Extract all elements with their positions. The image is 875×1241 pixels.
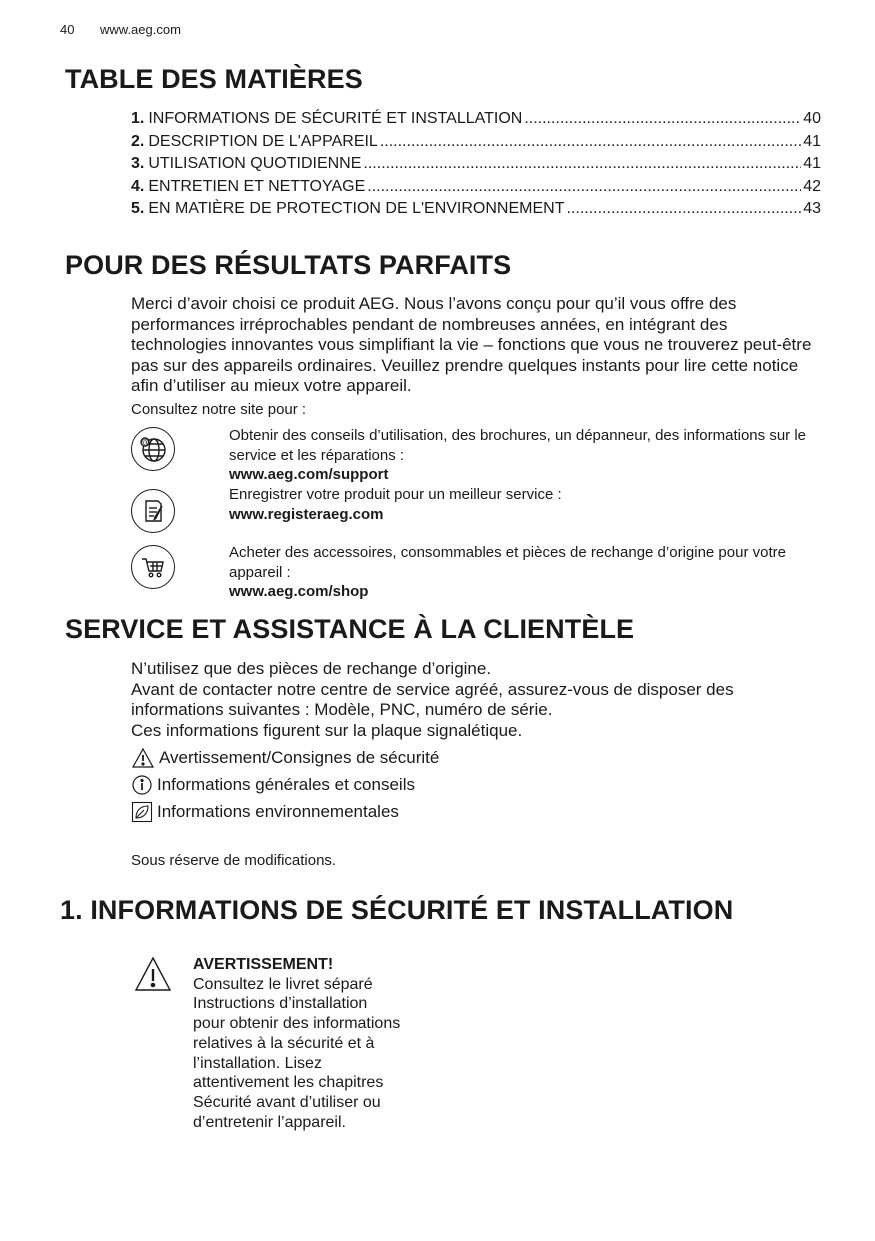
service-item-shop xyxy=(229,543,819,602)
globe-icon xyxy=(131,427,175,471)
service-item-register xyxy=(229,485,819,524)
shop-link[interactable]: www.aeg.com/shop xyxy=(229,583,369,600)
toc-item[interactable] xyxy=(131,200,821,223)
page-number: 40 xyxy=(60,22,75,37)
support-link[interactable]: www.aeg.com/support xyxy=(229,466,389,483)
service-item-support xyxy=(229,426,819,485)
toc-item-title: UTILISATION QUOTIDIENNE xyxy=(148,155,362,172)
legend-item-environment xyxy=(131,798,439,825)
legend-label: Informations générales et conseils xyxy=(157,774,415,794)
service-title: SERVICE ET ASSISTANCE À LA CLIENTÈLE xyxy=(65,614,635,644)
toc-item-number: 2. xyxy=(131,132,145,150)
consult-label: Consultez notre site pour : xyxy=(131,401,307,418)
toc-leader xyxy=(367,178,801,196)
service-line-1: N’utilisez que des pièces de rechange d’origine. xyxy=(131,659,492,678)
toc-item-page: 43 xyxy=(803,200,821,217)
warning-block xyxy=(193,955,403,1132)
service-text: Acheter des accessoires, consommables et pièces de rechange d’origine pour votre appareil : xyxy=(229,544,786,581)
results-title: POUR DES RÉSULTATS PARFAITS xyxy=(65,250,512,280)
warning-icon xyxy=(133,955,173,998)
toc-item[interactable] xyxy=(131,155,821,178)
table-of-contents xyxy=(131,110,821,223)
toc-item-title: INFORMATIONS DE SÉCURITÉ ET INSTALLATION xyxy=(148,110,523,127)
toc-item[interactable] xyxy=(131,133,821,156)
leaf-icon xyxy=(131,801,153,823)
toc-item-number: 4. xyxy=(131,177,145,195)
toc-leader xyxy=(524,110,801,128)
symbol-legend xyxy=(131,744,439,825)
toc-item-page: 41 xyxy=(803,132,821,150)
service-line-2: Avant de contacter notre centre de service agréé, assurez-vous de disposer des informations suivantes : Modèle, PNC, numéro de série. xyxy=(131,679,734,719)
toc-leader xyxy=(566,200,801,218)
toc-item-title: ENTRETIEN ET NETTOYAGE xyxy=(148,177,366,195)
warning-title: AVERTISSEMENT! xyxy=(193,956,334,973)
legend-item-warning xyxy=(131,744,439,771)
service-text: Enregistrer votre produit pour un meilleur service : xyxy=(229,486,562,503)
warning-text: Consultez le livret séparé Instructions d’installation pour obtenir des informations relatives à la sécurité et à l’installation. Lisez attentivement les chapitres Sécurité avant d’utiliser ou d’entretenir l’appareil. xyxy=(193,975,401,1131)
warning-icon xyxy=(131,747,155,769)
site-url[interactable]: www.aeg.com xyxy=(100,22,181,37)
toc-item-number: 5. xyxy=(131,200,145,217)
legend-item-info xyxy=(131,771,439,798)
toc-item[interactable] xyxy=(131,178,821,201)
service-line-3: Ces informations figurent sur la plaque signalétique. xyxy=(131,720,523,740)
toc-item-page: 42 xyxy=(803,177,821,195)
modifications-note: Sous réserve de modifications. xyxy=(131,852,337,869)
toc-title: TABLE DES MATIÈRES xyxy=(65,64,363,94)
toc-leader xyxy=(380,133,801,151)
toc-leader xyxy=(363,155,801,173)
legend-label: Avertissement/Consignes de sécurité xyxy=(159,747,440,767)
cart-icon xyxy=(131,545,175,589)
legend-label: Informations environnementales xyxy=(157,801,399,821)
register-link[interactable]: www.registeraeg.com xyxy=(229,505,384,523)
toc-item-page: 40 xyxy=(803,110,821,127)
section-1-title: 1. INFORMATIONS DE SÉCURITÉ ET INSTALLATION xyxy=(60,895,734,925)
toc-item-number: 1. xyxy=(131,110,145,127)
svg-text:@: @ xyxy=(140,438,150,447)
service-body xyxy=(131,659,821,741)
toc-item-title: DESCRIPTION DE L'APPAREIL xyxy=(148,132,378,150)
service-text: Obtenir des conseils d’utilisation, des brochures, un dépanneur, des informations sur le service et les réparations : xyxy=(229,427,806,464)
register-icon xyxy=(131,489,175,533)
toc-item-page: 41 xyxy=(803,155,821,172)
info-icon xyxy=(131,774,153,796)
toc-item[interactable] xyxy=(131,110,821,133)
toc-item-title: EN MATIÈRE DE PROTECTION DE L'ENVIRONNEMENT xyxy=(148,200,565,217)
toc-item-number: 3. xyxy=(131,155,145,172)
results-intro: Merci d’avoir choisi ce produit AEG. Nous l’avons conçu pour qu’il vous offre des performances irréprochables pendant de nombreuses années, en intégrant des technologies innovantes vous simplifiant la vie – fonctions que vous ne trouverez peut-être pas sur des appareils ordinaires. Veuillez prendre quelques instants pour lire cette notice afin d’utiliser au mieux votre appareil. xyxy=(131,294,812,395)
